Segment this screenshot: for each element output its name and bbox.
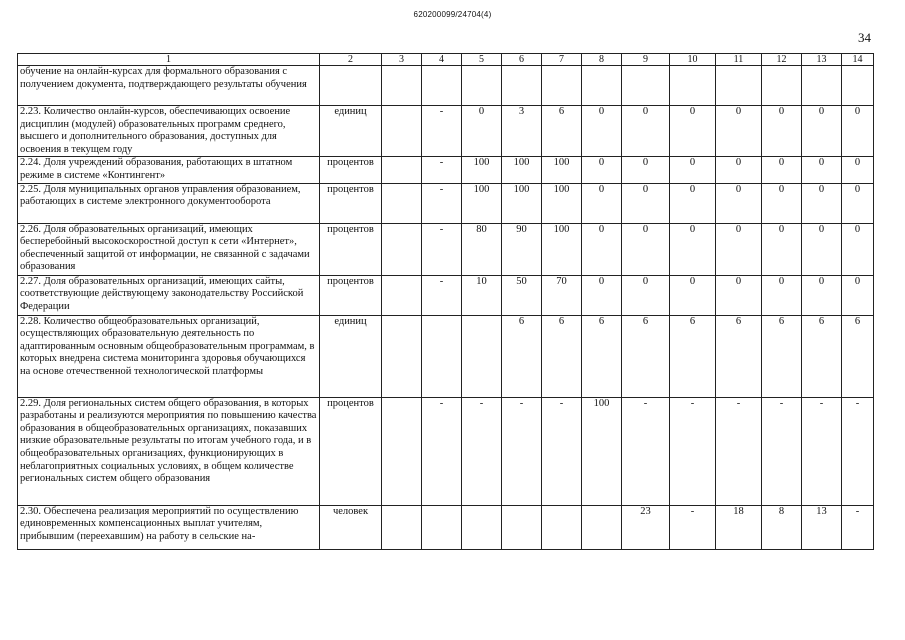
- header-cell: 4: [422, 54, 462, 66]
- value-cell: [382, 66, 422, 106]
- table-header-row: [18, 54, 874, 66]
- header-cell: 10: [670, 54, 716, 66]
- value-cell: 0: [622, 183, 670, 223]
- unit-cell: процентов: [320, 397, 382, 505]
- value-cell: 0: [842, 106, 874, 157]
- value-cell: 6: [670, 315, 716, 397]
- table-row: [18, 66, 874, 106]
- value-cell: 6: [502, 315, 542, 397]
- document-id: 620200099/24704(4): [413, 10, 492, 19]
- value-cell: [842, 66, 874, 106]
- value-cell: 0: [670, 223, 716, 275]
- value-cell: 80: [462, 223, 502, 275]
- table-row: [18, 505, 874, 549]
- value-cell: -: [422, 275, 462, 315]
- table-row: [18, 315, 874, 397]
- value-cell: -: [670, 505, 716, 549]
- value-cell: 100: [462, 183, 502, 223]
- value-cell: [382, 315, 422, 397]
- value-cell: 0: [670, 183, 716, 223]
- value-cell: 6: [542, 106, 582, 157]
- table-row: [18, 183, 874, 223]
- value-cell: [542, 66, 582, 106]
- header-cell: 12: [762, 54, 802, 66]
- value-cell: [716, 66, 762, 106]
- value-cell: [382, 275, 422, 315]
- value-cell: 0: [622, 275, 670, 315]
- header-cell: 5: [462, 54, 502, 66]
- value-cell: 100: [542, 157, 582, 183]
- header-cell: 8: [582, 54, 622, 66]
- value-cell: [622, 66, 670, 106]
- value-cell: 0: [842, 157, 874, 183]
- value-cell: 3: [502, 106, 542, 157]
- value-cell: 6: [842, 315, 874, 397]
- value-cell: -: [422, 397, 462, 505]
- page-number: 34: [858, 30, 871, 45]
- value-cell: 0: [670, 106, 716, 157]
- header-cell: 11: [716, 54, 762, 66]
- value-cell: [382, 183, 422, 223]
- header-cell: 6: [502, 54, 542, 66]
- value-cell: 6: [622, 315, 670, 397]
- value-cell: 0: [802, 223, 842, 275]
- value-cell: 0: [582, 183, 622, 223]
- value-cell: 100: [582, 397, 622, 505]
- value-cell: 6: [716, 315, 762, 397]
- value-cell: 6: [542, 315, 582, 397]
- value-cell: -: [716, 397, 762, 505]
- indicator-description: 2.26. Доля образовательных организаций, имеющих бесперебойный высокоскоростной доступ к сети «Интернет», обеспеченный защитой от информации, не связанной с задачами образования: [18, 223, 320, 275]
- value-cell: -: [422, 223, 462, 275]
- value-cell: 0: [582, 157, 622, 183]
- value-cell: [382, 505, 422, 549]
- header-cell: 1: [18, 54, 320, 66]
- indicator-description: 2.23. Количество онлайн-курсов, обеспечивающих освоение дисциплин (модулей) образовательных программ среднего, высшего и дополнительного образования, доступных для освоения в текущем году: [18, 106, 320, 157]
- value-cell: 0: [582, 106, 622, 157]
- indicator-description: 2.24. Доля учреждений образования, работающих в штатном режиме в системе «Контингент»: [18, 157, 320, 183]
- value-cell: [502, 66, 542, 106]
- unit-cell: процентов: [320, 183, 382, 223]
- value-cell: [422, 315, 462, 397]
- indicator-description: обучение на онлайн-курсах для формального образования с получением документа, подтверждающего результаты обучения: [18, 66, 320, 106]
- value-cell: 0: [842, 183, 874, 223]
- value-cell: 0: [842, 223, 874, 275]
- table-row: [18, 397, 874, 505]
- value-cell: [762, 66, 802, 106]
- value-cell: 100: [502, 157, 542, 183]
- value-cell: [670, 66, 716, 106]
- value-cell: 6: [582, 315, 622, 397]
- value-cell: [462, 66, 502, 106]
- value-cell: -: [542, 397, 582, 505]
- value-cell: 0: [462, 106, 502, 157]
- value-cell: [382, 157, 422, 183]
- value-cell: 0: [802, 275, 842, 315]
- header-cell: 13: [802, 54, 842, 66]
- value-cell: [382, 106, 422, 157]
- value-cell: 0: [762, 183, 802, 223]
- value-cell: 0: [802, 183, 842, 223]
- table-row: [18, 223, 874, 275]
- indicators-table: [17, 53, 874, 550]
- value-cell: 0: [622, 106, 670, 157]
- value-cell: -: [462, 397, 502, 505]
- value-cell: 70: [542, 275, 582, 315]
- unit-cell: [320, 66, 382, 106]
- value-cell: 0: [716, 157, 762, 183]
- value-cell: -: [502, 397, 542, 505]
- value-cell: [382, 223, 422, 275]
- value-cell: [462, 505, 502, 549]
- value-cell: 0: [842, 275, 874, 315]
- unit-cell: единиц: [320, 106, 382, 157]
- value-cell: 0: [622, 223, 670, 275]
- table-row: [18, 157, 874, 183]
- value-cell: [582, 66, 622, 106]
- header-cell: 3: [382, 54, 422, 66]
- indicator-description: 2.25. Доля муниципальных органов управления образованием, работающих в системе электронного документооборота: [18, 183, 320, 223]
- value-cell: -: [762, 397, 802, 505]
- value-cell: [422, 505, 462, 549]
- value-cell: -: [622, 397, 670, 505]
- value-cell: 0: [582, 223, 622, 275]
- value-cell: 50: [502, 275, 542, 315]
- value-cell: -: [422, 157, 462, 183]
- value-cell: 100: [542, 183, 582, 223]
- value-cell: [802, 66, 842, 106]
- value-cell: 0: [670, 157, 716, 183]
- value-cell: 0: [762, 106, 802, 157]
- value-cell: 0: [622, 157, 670, 183]
- value-cell: 0: [762, 275, 802, 315]
- value-cell: 90: [502, 223, 542, 275]
- value-cell: 0: [802, 106, 842, 157]
- value-cell: 0: [762, 157, 802, 183]
- value-cell: 0: [716, 275, 762, 315]
- value-cell: -: [842, 397, 874, 505]
- value-cell: [502, 505, 542, 549]
- value-cell: 13: [802, 505, 842, 549]
- header-cell: 9: [622, 54, 670, 66]
- value-cell: -: [670, 397, 716, 505]
- header-cell: 14: [842, 54, 874, 66]
- value-cell: 6: [802, 315, 842, 397]
- indicator-description: 2.29. Доля региональных систем общего образования, в которых разработаны и реализуются мероприятия по повышению качества образования в общеобразовательных организациях, показавших низкие образовательные результаты по итогам учебного года, и в общеобразовательных организациях, функционирующих в неблагоприятных социальных условиях, в общем количестве региональных систем общего образования: [18, 397, 320, 505]
- unit-cell: процентов: [320, 223, 382, 275]
- value-cell: -: [842, 505, 874, 549]
- header-cell: 2: [320, 54, 382, 66]
- unit-cell: процентов: [320, 157, 382, 183]
- value-cell: 0: [802, 157, 842, 183]
- value-cell: [542, 505, 582, 549]
- value-cell: 100: [502, 183, 542, 223]
- value-cell: [382, 397, 422, 505]
- value-cell: 0: [762, 223, 802, 275]
- value-cell: 0: [582, 275, 622, 315]
- value-cell: 18: [716, 505, 762, 549]
- value-cell: -: [422, 106, 462, 157]
- table-row: [18, 275, 874, 315]
- value-cell: -: [422, 183, 462, 223]
- indicator-description: 2.30. Обеспечена реализация мероприятий по осуществлению единовременных компенсационных выплат учителям, прибывшим (переехавшим) на работу в сельские на-: [18, 505, 320, 549]
- unit-cell: единиц: [320, 315, 382, 397]
- indicator-description: 2.28. Количество общеобразовательных организаций, осуществляющих образовательную деятельность по адаптированным основным общеобразовательным программам, в которых внедрена система мониторинга здоровья обучающихся на основе отечественной технологической платформы: [18, 315, 320, 397]
- value-cell: 8: [762, 505, 802, 549]
- value-cell: 0: [716, 223, 762, 275]
- value-cell: 6: [762, 315, 802, 397]
- unit-cell: человек: [320, 505, 382, 549]
- value-cell: [582, 505, 622, 549]
- value-cell: 0: [670, 275, 716, 315]
- table-row: [18, 106, 874, 157]
- value-cell: 0: [716, 106, 762, 157]
- value-cell: [422, 66, 462, 106]
- header-cell: 7: [542, 54, 582, 66]
- value-cell: 0: [716, 183, 762, 223]
- value-cell: [462, 315, 502, 397]
- value-cell: 100: [542, 223, 582, 275]
- value-cell: -: [802, 397, 842, 505]
- value-cell: 10: [462, 275, 502, 315]
- value-cell: 23: [622, 505, 670, 549]
- value-cell: 100: [462, 157, 502, 183]
- indicator-description: 2.27. Доля образовательных организаций, имеющих сайты, соответствующие действующему законодательству Российской Федерации: [18, 275, 320, 315]
- unit-cell: процентов: [320, 275, 382, 315]
